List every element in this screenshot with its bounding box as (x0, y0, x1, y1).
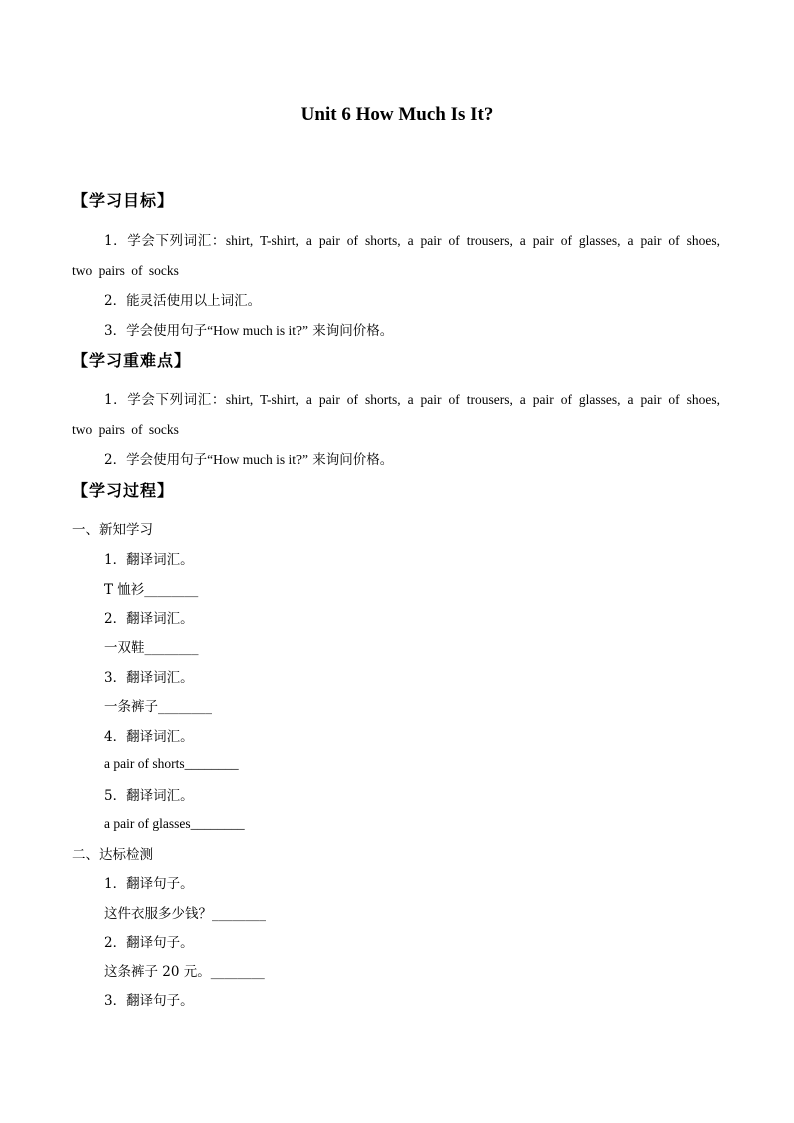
section-2-item-2-label: 2．翻译句子。 (104, 935, 194, 951)
section-2-title: 二、达标检测 (72, 847, 153, 863)
section-1-item-2-label: 2．翻译词汇。 (104, 611, 194, 627)
key-points-item-2-quote: “How much is it?” (207, 452, 308, 467)
key-points-item-2-suffix: 来询问价格。 (307, 452, 394, 468)
goals-item-3-suffix: 来询问价格。 (307, 323, 394, 339)
goals-item-3-prefix: 3．学会使用句子 (104, 323, 208, 339)
section-1-item-3-label: 3．翻译词汇。 (104, 670, 194, 686)
key-points-item-1 (72, 385, 720, 445)
section-1-item-4-prompt: a pair of shorts________ (104, 756, 239, 771)
goals-item-1-prefix: 1．学会下列词汇： (104, 233, 226, 249)
section-2-item-1-prompt: 这件衣服多少钱？________ (104, 906, 266, 922)
key-points-item-2 (104, 448, 393, 468)
section-2-item-3-label: 3．翻译句子。 (104, 993, 194, 1009)
section-1-item-1-label: 1．翻译词汇。 (104, 552, 194, 568)
section-1-title: 一、新知学习 (72, 522, 153, 538)
process-heading: 【学习过程】 (72, 481, 175, 500)
section-1-item-2-prompt: 一双鞋________ (104, 640, 199, 656)
section-1-item-3-prompt: 一条裤子________ (104, 699, 212, 715)
goals-item-1-words: shirt, T-shirt, a pair of shorts, a pair of trousers, a pair of glasses, a pair of shoes, two pairs of socks (72, 233, 721, 278)
goals-heading: 【学习目标】 (72, 191, 175, 210)
key-points-item-1-prefix: 1．学会下列词汇： (104, 392, 226, 408)
goals-item-2: 2．能灵活使用以上词汇。 (104, 293, 262, 309)
goals-item-3-quote: “How much is it?” (207, 323, 308, 338)
section-1-item-4-label: 4．翻译词汇。 (104, 729, 194, 745)
goals-item-3 (104, 319, 393, 339)
key-points-heading: 【学习重难点】 (72, 351, 192, 370)
section-1-item-5-prompt: a pair of glasses________ (104, 816, 245, 831)
section-1-item-1-prompt: T 恤衫________ (104, 582, 199, 598)
goals-item-1 (72, 226, 720, 286)
page-title: Unit 6 How Much Is It? (300, 104, 494, 125)
section-2-item-1-label: 1．翻译句子。 (104, 876, 194, 892)
key-points-item-1-words: shirt, T-shirt, a pair of shorts, a pair of trousers, a pair of glasses, a pair of shoes, two pairs of socks (72, 392, 721, 437)
key-points-item-2-prefix: 2．学会使用句子 (104, 452, 208, 468)
section-1-item-5-label: 5．翻译词汇。 (104, 788, 194, 804)
section-2-item-2-prompt: 这条裤子 20 元。________ (104, 964, 265, 980)
